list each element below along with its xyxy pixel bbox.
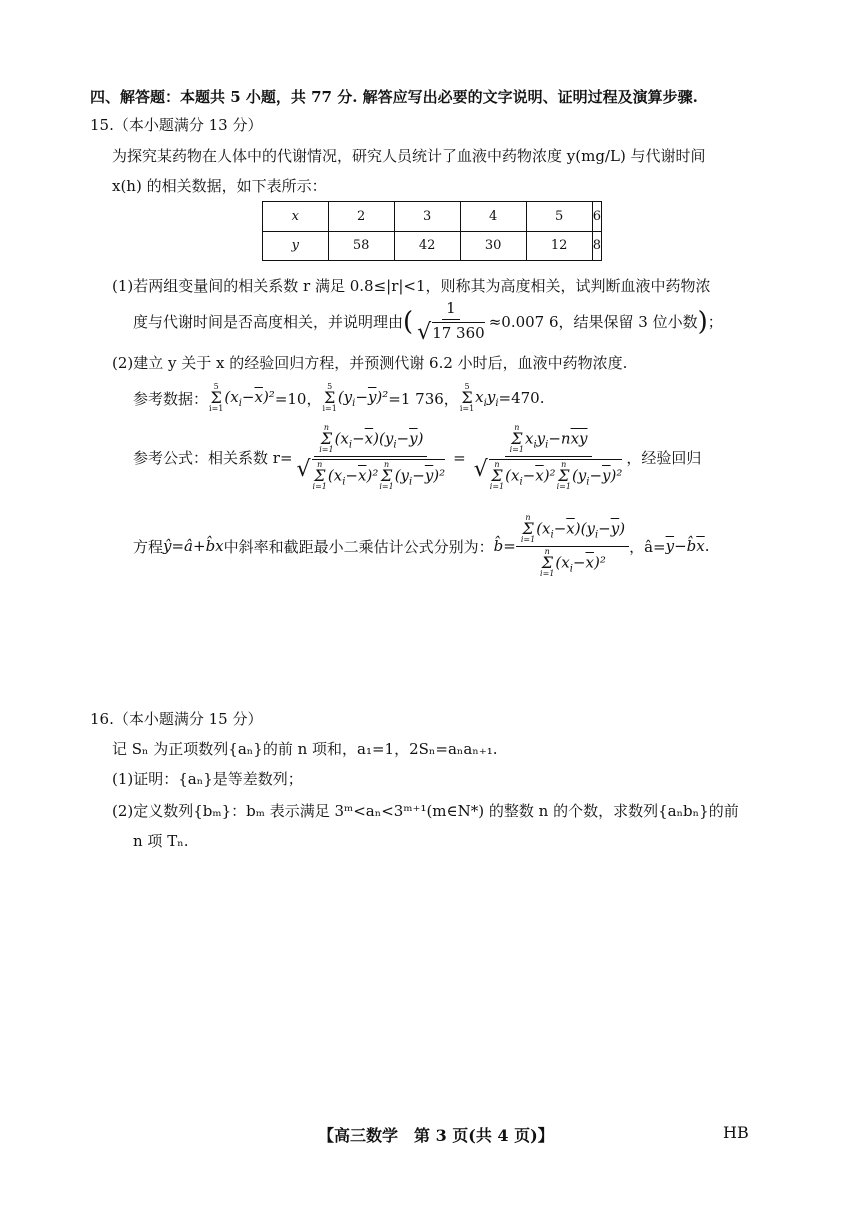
paren-open: ( xyxy=(403,306,414,337)
fraction-denominator: √ 17 360 xyxy=(417,319,485,345)
table-header-x: x xyxy=(263,202,329,232)
regression-equation: ŷ=â+b̂x xyxy=(163,537,224,556)
correlation-formula-1: n Σ i=1 $(x_i-\overline{x})(y_i-\overline{y})$ √ n Σ i=1 $(x_i-\overline{x})^2$ n Σ i=1 $(y_i-\overline{y})^2$ xyxy=(296,423,446,492)
page-footer: 【高三数学 第 3 页(共 4 页)】 xyxy=(318,1126,554,1145)
data-table xyxy=(262,201,602,261)
ref-data-value-1: =10， xyxy=(274,389,322,408)
table-row xyxy=(263,202,602,232)
eq-label-mid: 中斜率和截距最小二乘估计公式分别为： xyxy=(223,537,494,556)
q16-title: 16.（本小题满分 15 分） xyxy=(90,710,263,728)
eq-tail: . xyxy=(704,537,710,556)
ref-formula-tail: ，经验回归 xyxy=(626,449,702,468)
ref-data-label: 参考数据： xyxy=(133,389,209,408)
q15-part1-text: 度与代谢时间是否高度相关，并说明理由 xyxy=(133,313,404,332)
table-cell: 6 xyxy=(592,202,601,232)
ref-data-line: 参考数据： 5 Σ i=1 $(x_i-\overline{x})^2$ =10， 5 Σ i=1 $(y_i-\overline{y})^2$ =1 736， 5 Σ i=1 $x_iy_i$ =470. xyxy=(133,382,545,414)
ref-formula-line: 参考公式：相关系数 r= n Σ i=1 $(x_i-\overline{x})(y_i-\overline{y})$ √ n Σ i=1 $(x_i-\overline{x})^2$ n Σ i=1 $(y_i-\overline{y})^2$ = n Σ i=1 $x_iy_i-n\overline{x}\overline{y}$ √ n Σ i=1 $(x_i-\overline{x})^2$ n Σ i=1 $(y_i-\overline{y})^2$ ，经验回归 xyxy=(133,423,702,492)
table-cell: 58 xyxy=(328,231,394,261)
table-cell: 5 xyxy=(526,202,592,232)
approx-fraction xyxy=(413,300,489,344)
q15-part1-line1: (1)若两组变量间的相关系数 r 满足 0.8≤|r|<1，则称其为高度相关，试判断血液中药物浓 xyxy=(112,277,711,295)
table-cell: 3 xyxy=(394,202,460,232)
ref-data-value-3: =470. xyxy=(498,389,545,408)
q16-part1: (1)证明：{aₙ}是等差数列； xyxy=(112,770,303,788)
fraction-numerator: 1 xyxy=(442,300,460,320)
ref-data-value-2: =1 736， xyxy=(388,389,459,408)
table-cell: 42 xyxy=(394,231,460,261)
regression-formula-line: 方程 ŷ=â+b̂x 中斜率和截距最小二乘估计公式分别为： b̂= n Σ i=1 $(x_i-\overline{x})(y_i-\overline{y})$ n Σ i=1 $(x_i-\overline{x})^2$ ，â= $\overline{y}-b̂\overline{x}$ . xyxy=(133,513,710,579)
table-cell: 12 xyxy=(526,231,592,261)
q16-line1: 记 Sₙ 为正项数列{aₙ}的前 n 项和，a₁=1，2Sₙ=aₙaₙ₊₁. xyxy=(112,740,498,758)
table-row xyxy=(263,231,602,261)
q15-part1-tail: ≈0.007 6，结果保留 3 位小数 xyxy=(488,313,698,332)
table-header-y: y xyxy=(263,231,329,261)
ref-formula-label: 参考公式：相关系数 r= xyxy=(133,449,293,468)
table-cell: 8 xyxy=(592,231,601,261)
q15-part2: (2)建立 y 关于 x 的经验回归方程，并预测代谢 6.2 小时后，血液中药物浓度. xyxy=(112,354,628,372)
q16-part2-line1: (2)定义数列{bₘ}：bₘ 表示满足 3ᵐ<aₙ<3ᵐ⁺¹(m∈N*) 的整数 n 的个数，求数列{aₙbₙ}的前 xyxy=(112,802,739,820)
correlation-formula-2: n Σ i=1 $x_iy_i-n\overline{x}\overline{y}$ √ n Σ i=1 $(x_i-\overline{x})^2$ n Σ i=1 $(y_i-\overline{y})^2$ xyxy=(473,423,623,492)
q15-intro-line2: x(h) 的相关数据，如下表所示： xyxy=(112,177,327,195)
q15-part1-line2: 度与代谢时间是否高度相关，并说明理由 ( 1 √ 17 360 ≈0.007 6，结果保留 3 位小数 ) ； xyxy=(133,299,723,345)
table-cell: 4 xyxy=(460,202,526,232)
section-header: 四、解答题：本题共 5 小题，共 77 分. 解答应写出必要的文字说明、证明过程及演算步骤. xyxy=(90,88,698,106)
table-cell: 30 xyxy=(460,231,526,261)
q16-part2-line2: n 项 Tₙ. xyxy=(133,832,189,850)
q15-title: 15.（本小题满分 13 分） xyxy=(90,116,263,134)
slope-formula: n Σ i=1 $(x_i-\overline{x})(y_i-\overline{y})$ n Σ i=1 $(x_i-\overline{x})^2$ xyxy=(516,515,629,578)
q15-intro-line1: 为探究某药物在人体中的代谢情况，研究人员统计了血液中药物浓度 y(mg/L) 与代谢时间 xyxy=(112,147,706,165)
eq-a-hat: ，â= xyxy=(629,537,666,556)
footer-code: HB xyxy=(723,1123,749,1142)
eq-label-pre: 方程 xyxy=(133,537,164,556)
table-cell: 2 xyxy=(328,202,394,232)
paren-close: ) xyxy=(697,306,708,337)
